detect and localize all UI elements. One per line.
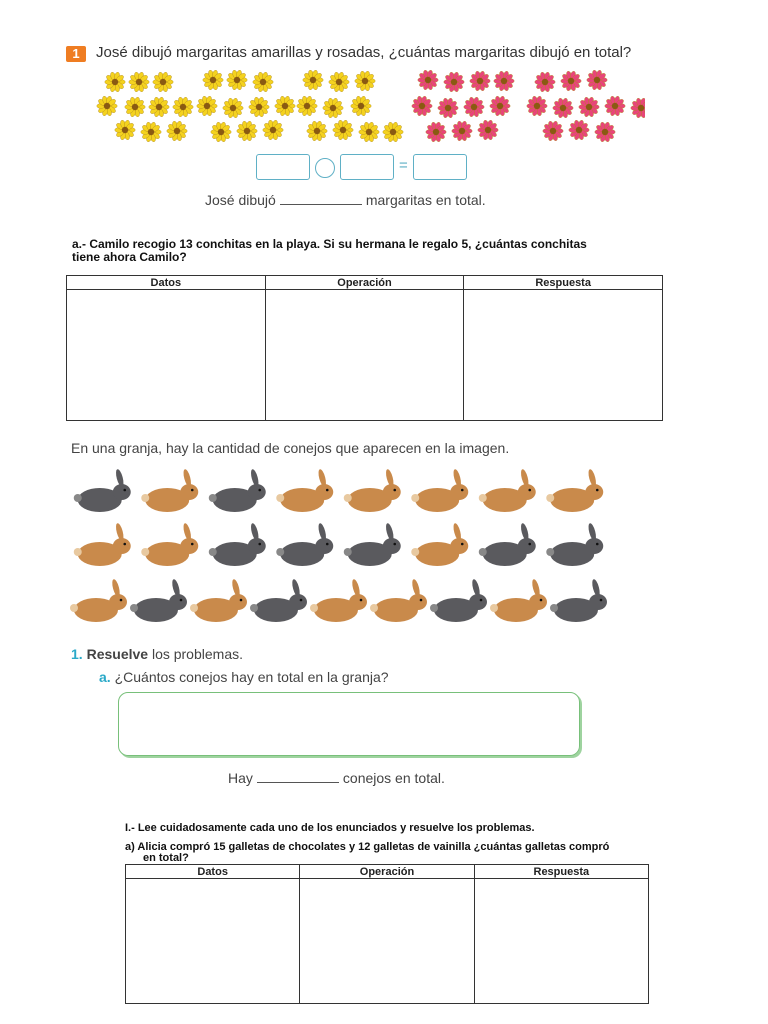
rabbit <box>74 523 131 566</box>
answer-sentence-2 <box>228 770 445 786</box>
daisy-flower <box>141 122 161 143</box>
rabbit <box>250 579 307 622</box>
header-datos: Datos <box>67 276 266 290</box>
daisy-flower <box>167 121 187 142</box>
rabbit <box>370 579 427 622</box>
rabbit <box>550 579 607 622</box>
rabbit <box>479 469 536 512</box>
cell-operacion[interactable] <box>265 290 464 421</box>
daisy-flower <box>587 70 607 91</box>
daisy-flower <box>115 120 135 141</box>
cell-datos[interactable] <box>67 290 266 421</box>
answer-suffix: conejos en total. <box>342 770 445 786</box>
daisy-flower <box>297 96 317 117</box>
daisy-flower <box>351 96 371 117</box>
equals-sign: = <box>399 157 408 174</box>
rabbit <box>276 523 333 566</box>
daisy-flower <box>359 122 379 143</box>
rabbit <box>411 523 468 566</box>
daisy-flower <box>227 70 247 91</box>
daisy-flower <box>569 120 589 141</box>
header-datos: Datos <box>126 865 300 879</box>
answer-blank[interactable] <box>280 192 362 205</box>
daisy-flower <box>543 121 563 142</box>
question-line: a.- Camilo recogio 13 conchitas en la playa. Si su hermana le regalo 5, ¿cuántas conchitas <box>72 237 587 251</box>
question-line: a) Alicia compró 15 galletas de chocolates y 12 galletas de vainilla ¿cuántas galletas compró <box>125 841 610 853</box>
daisy-flower <box>383 122 403 143</box>
rabbit <box>546 469 603 512</box>
instructions: I.- Lee cuidadosamente cada uno de los enunciados y resuelve los problemas. <box>125 822 535 834</box>
daisy-flower <box>412 96 432 117</box>
daisy-flower <box>605 96 625 117</box>
daisy-flower <box>535 72 555 93</box>
header-respuesta: Respuesta <box>474 865 648 879</box>
header-operacion: Operación <box>300 865 474 879</box>
daisy-flower <box>253 72 273 93</box>
rabbit <box>546 523 603 566</box>
daisy-flower <box>452 121 472 142</box>
task-bold-word: Resuelve <box>86 646 149 662</box>
task-heading <box>71 646 243 662</box>
daisy-flower <box>426 122 446 143</box>
equation-boxes <box>256 152 468 182</box>
daisy-flower <box>631 98 645 119</box>
rabbit <box>479 523 536 566</box>
rabbit <box>141 469 198 512</box>
rabbit <box>130 579 187 622</box>
daisy-flower <box>303 70 323 91</box>
daisy-flower <box>223 98 243 119</box>
daisy-flower <box>125 97 145 118</box>
daisy-flower <box>418 70 438 91</box>
rabbit <box>344 523 401 566</box>
daisy-flower <box>561 71 581 92</box>
result-box[interactable] <box>413 154 467 180</box>
daisy-flower <box>355 71 375 92</box>
header-respuesta: Respuesta <box>464 276 663 290</box>
daisy-flower <box>249 97 269 118</box>
daisy-flower <box>153 72 173 93</box>
daisy-flower <box>203 70 223 91</box>
rabbit <box>276 469 333 512</box>
answer-prefix: José dibujó <box>205 192 276 208</box>
daisy-flower <box>237 121 257 142</box>
sub-question-text: ¿Cuántos conejos hay en total en la granja? <box>114 669 389 685</box>
daisy-flower <box>553 98 573 119</box>
question-number-badge: 1 <box>66 46 86 62</box>
sub-letter: a. <box>99 669 111 685</box>
cell-datos[interactable] <box>126 879 300 1004</box>
rabbit <box>490 579 547 622</box>
daisy-flower <box>464 97 484 118</box>
addend-box-1[interactable] <box>256 154 310 180</box>
question-line: en total? <box>143 852 189 864</box>
daisy-flower <box>105 72 125 93</box>
cell-respuesta[interactable] <box>474 879 648 1004</box>
rabbit <box>310 579 367 622</box>
rabbit <box>411 469 468 512</box>
daisy-flower <box>129 72 149 93</box>
daisy-flower <box>173 97 193 118</box>
daisy-flower <box>329 72 349 93</box>
sub-question <box>99 669 389 685</box>
answer-box[interactable] <box>118 692 580 756</box>
work-table-2 <box>125 864 649 1004</box>
rabbit <box>344 469 401 512</box>
rabbit <box>74 469 131 512</box>
daisy-flower <box>470 71 490 92</box>
operator-circle[interactable] <box>315 158 335 178</box>
daisy-flower <box>444 72 464 93</box>
daisy-flower <box>333 120 353 141</box>
daisy-flower <box>478 120 498 141</box>
answer-sentence-1 <box>205 192 486 208</box>
addend-box-2[interactable] <box>340 154 394 180</box>
rabbits-illustration <box>70 468 610 630</box>
question-camilo <box>72 238 587 264</box>
daisy-flower <box>275 96 295 117</box>
work-table-1 <box>66 275 663 421</box>
rabbit <box>209 523 266 566</box>
answer-blank[interactable] <box>257 770 339 783</box>
daisy-flower <box>323 98 343 119</box>
farm-intro: En una granja, hay la cantidad de conejos que aparecen en la imagen. <box>71 440 510 456</box>
task-number: 1. <box>71 646 83 662</box>
question-alicia <box>125 842 609 864</box>
daisy-flower <box>494 71 514 92</box>
rabbit <box>141 523 198 566</box>
daisy-flower <box>527 96 547 117</box>
daisy-flower <box>211 122 231 143</box>
question-line: tiene ahora Camilo? <box>72 250 187 264</box>
daisy-flower <box>197 96 217 117</box>
answer-suffix: margaritas en total. <box>365 192 486 208</box>
daisy-flower <box>263 120 283 141</box>
rabbit <box>70 579 127 622</box>
daisies-illustration <box>95 68 645 150</box>
daisy-flower <box>97 96 117 117</box>
daisy-flower <box>490 96 510 117</box>
daisy-flower <box>595 122 615 143</box>
daisy-flower <box>149 97 169 118</box>
daisy-flower <box>307 121 327 142</box>
task-rest: los problemas. <box>148 646 243 662</box>
rabbit <box>190 579 247 622</box>
header-operacion: Operación <box>265 276 464 290</box>
answer-prefix: Hay <box>228 770 253 786</box>
question-1-text: José dibujó margaritas amarillas y rosadas, ¿cuántas margaritas dibujó en total? <box>96 44 632 61</box>
daisy-flower <box>579 97 599 118</box>
rabbit <box>209 469 266 512</box>
cell-operacion[interactable] <box>300 879 474 1004</box>
cell-respuesta[interactable] <box>464 290 663 421</box>
daisy-flower <box>438 98 458 119</box>
rabbit <box>430 579 487 622</box>
